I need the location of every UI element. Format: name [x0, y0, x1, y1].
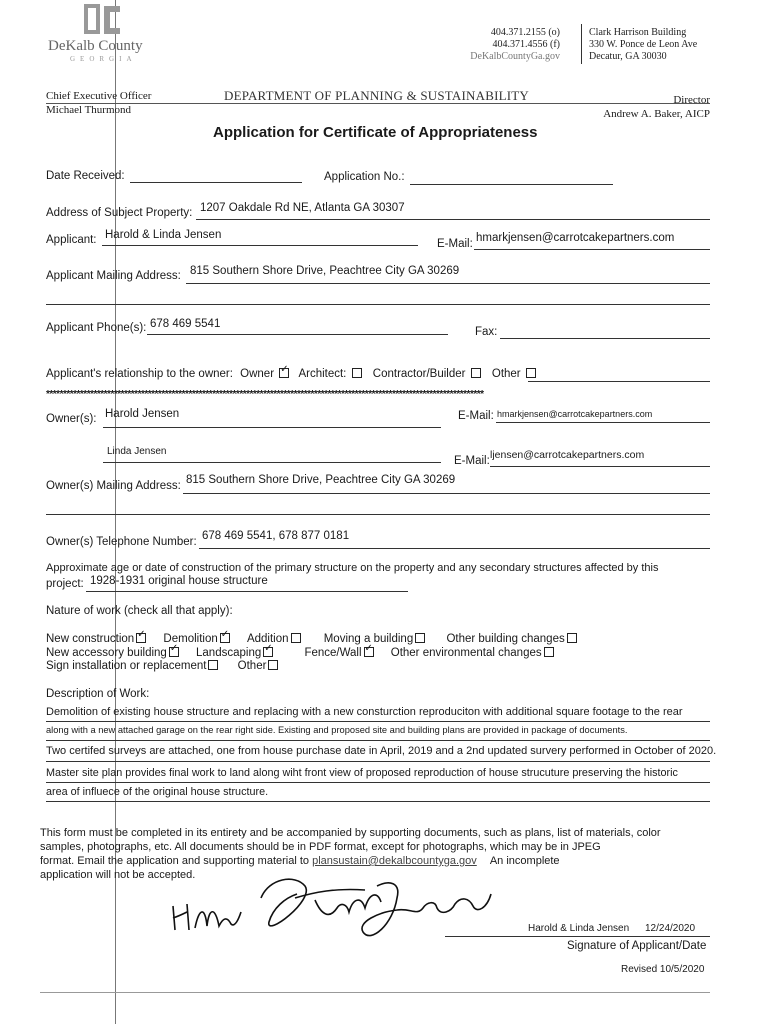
address-label: Address of Subject Property: [46, 207, 193, 219]
owner-mailing-label: Owner(s) Mailing Address: [46, 480, 181, 492]
owner-mailing-value: 815 Southern Shore Drive, Peachtree City GA 30269 [186, 474, 456, 486]
description-rule-4 [46, 782, 710, 783]
phone-fax: 404.371.4556 (f) [492, 39, 560, 50]
ceo-title: Chief Executive Officer [46, 90, 152, 102]
notice-line-3 [40, 854, 720, 868]
owner2-field[interactable] [103, 462, 441, 463]
applicant-field[interactable] [102, 245, 418, 246]
owner1-email-field[interactable] [496, 422, 710, 423]
description-line-4: Master site plan provides final work to land along wiht front view of proposed reproduction of house strucuture preserving the historic [46, 767, 678, 779]
age-field[interactable] [86, 591, 408, 592]
description-line-2: along with a new attached garage on the rear right side. Existing and proposed site and building plans are provided in package of documents. [46, 725, 628, 735]
owner2-email-field[interactable] [490, 466, 710, 467]
applicant-email-label: E-Mail: [437, 238, 473, 250]
phone-value: 678 469 5541 [150, 318, 221, 330]
notice-line-4: application will not be accepted. [40, 869, 196, 881]
relationship-label: Applicant's relationship to the owner: [46, 368, 233, 380]
description-line-1: Demolition of existing house structure and replacing with a new consturction reproduciton with additional square footage to the rear [46, 706, 683, 718]
mailing-field[interactable] [186, 283, 710, 284]
sign-checkbox[interactable] [208, 660, 218, 670]
work-row-2 [46, 647, 554, 659]
signature-date: 12/24/2020 [645, 923, 696, 934]
work-other-checkbox[interactable] [268, 660, 278, 670]
owners-label: Owner(s): [46, 413, 97, 425]
owner1-field[interactable] [103, 427, 441, 428]
applicant-value: Harold & Linda Jensen [105, 229, 222, 241]
description-label: Description of Work: [46, 688, 150, 700]
age-answer: 1928-1931 original house structure [90, 575, 268, 587]
work-row-3 [46, 660, 278, 672]
owner-phone-label: Owner(s) Telephone Number: [46, 536, 197, 548]
new-accessory-label: New accessory building [46, 647, 167, 659]
form-title: Application for Certificate of Appropriateness [213, 124, 538, 141]
phone-field[interactable] [147, 334, 448, 335]
other-option: Other [491, 368, 521, 380]
other-env-checkbox[interactable] [544, 647, 554, 657]
owner-mailing-field-2[interactable] [46, 514, 710, 515]
owner-mailing-field[interactable] [183, 493, 710, 494]
notice-line-2: samples, photographs, etc. All documents should be in PDF format, except for photographs, which may be in JPEG [40, 841, 601, 853]
fence-label: Fence/Wall [304, 647, 362, 659]
applicant-email-value: hmarkjensen@carrotcakepartners.com [476, 232, 675, 244]
address-value: 1207 Oakdale Rd NE, Atlanta GA 30307 [200, 202, 405, 214]
sign-label: Sign installation or replacement [46, 660, 207, 672]
addition-checkbox[interactable] [291, 633, 301, 643]
description-line-5: area of influece of the original house structure. [46, 786, 269, 798]
mailing-value: 815 Southern Shore Drive, Peachtree City GA 30269 [190, 265, 460, 277]
other-building-checkbox[interactable] [567, 633, 577, 643]
other-env-label: Other environmental changes [390, 647, 542, 659]
age-project-label: project: [46, 578, 84, 590]
director-title: Director [673, 94, 710, 106]
signature-printed-name: Harold & Linda Jensen [528, 923, 630, 934]
architect-checkbox[interactable] [352, 368, 362, 378]
footer-rule [40, 992, 710, 993]
application-no-field[interactable] [410, 184, 613, 185]
description-rule-5 [46, 801, 710, 802]
notice-line-3b: An incomplete [489, 855, 560, 867]
county-name: DeKalb County [48, 38, 143, 54]
landscaping-label: Landscaping [196, 647, 262, 659]
phone-label: Applicant Phone(s): [46, 322, 147, 334]
owner1-name: Harold Jensen [105, 408, 180, 420]
city-address: Decatur, GA 30030 [589, 51, 667, 62]
other-checkbox[interactable] [526, 368, 536, 378]
landscaping-checkbox[interactable] [263, 647, 273, 657]
contractor-checkbox[interactable] [471, 368, 481, 378]
owner1-email: hmarkjensen@carrotcakepartners.com [497, 409, 653, 419]
description-rule-3 [46, 761, 710, 762]
other-building-label: Other building changes [446, 633, 565, 645]
owner-phone-value: 678 469 5541, 678 877 0181 [202, 530, 350, 542]
owner-phone-field[interactable] [199, 548, 710, 549]
signature-caption: Signature of Applicant/Date [567, 940, 707, 952]
signature-line[interactable] [445, 936, 710, 937]
department-name: DEPARTMENT OF PLANNING & SUSTAINABILITY [224, 88, 529, 103]
addition-label: Addition [246, 633, 289, 645]
moving-label: Moving a building [323, 633, 414, 645]
description-line-3: Two certifed surveys are attached, one from house purchase date in April, 2019 and a 2nd updated survery performed in October of 2020. [46, 745, 717, 757]
architect-option: Architect: [298, 368, 347, 380]
separator-stars: ********************************************************************************************************************************* [46, 389, 484, 400]
mailing-label: Applicant Mailing Address: [46, 270, 181, 282]
date-received-label: Date Received: [46, 170, 125, 182]
header-divider [581, 24, 582, 64]
state-name: GEORGIA [70, 55, 137, 63]
director-name: Andrew A. Baker, AICP [603, 108, 710, 120]
notice-line-3a: format. Email the application and supporting material to [40, 855, 310, 867]
moving-checkbox[interactable] [415, 633, 425, 643]
work-other-label: Other [237, 660, 267, 672]
relationship-row [46, 368, 536, 380]
new-accessory-checkbox[interactable] [169, 647, 179, 657]
owner-option: Owner [240, 368, 275, 380]
work-row-1 [46, 633, 577, 645]
owner2-email: ljensen@carrotcakepartners.com [490, 449, 645, 461]
county-logo [48, 4, 158, 64]
owner2-email-label: E-Mail: [454, 455, 490, 467]
mailing-field-2[interactable] [46, 304, 710, 305]
application-no-label: Application No.: [324, 171, 405, 183]
contractor-option: Contractor/Builder [372, 368, 466, 380]
revised-date: Revised 10/5/2020 [621, 964, 705, 975]
demolition-checkbox[interactable] [220, 633, 230, 643]
relationship-other-field[interactable] [528, 381, 710, 382]
fence-checkbox[interactable] [364, 647, 374, 657]
website: DeKalbCountyGa.gov [470, 51, 560, 62]
notice-email-link[interactable]: plansustain@dekalbcountyga.gov [312, 855, 477, 867]
fax-field[interactable] [500, 338, 710, 339]
address-field[interactable] [196, 219, 710, 220]
owner2-name: Linda Jensen [107, 446, 167, 457]
new-construction-label: New construction [46, 633, 135, 645]
demolition-label: Demolition [163, 633, 218, 645]
logo-mark [82, 4, 122, 36]
notice-line-1: This form must be completed in its entirety and be accompanied by supporting documents, such as plans, list of materials, color [40, 827, 661, 839]
description-rule-2 [46, 740, 710, 741]
owner-checkbox[interactable] [279, 368, 289, 378]
fax-label: Fax: [475, 326, 498, 338]
date-received-field[interactable] [130, 182, 302, 183]
ceo-name: Michael Thurmond [46, 104, 132, 116]
age-question: Approximate age or date of construction of the primary structure on the property and any secondary structures affected by this [46, 562, 659, 574]
phone-office: 404.371.2155 (o) [490, 27, 560, 38]
new-construction-checkbox[interactable] [136, 633, 146, 643]
owner1-email-label: E-Mail: [458, 410, 494, 422]
work-label: Nature of work (check all that apply): [46, 605, 233, 617]
description-rule-1 [46, 721, 710, 722]
applicant-email-field[interactable] [474, 249, 710, 250]
street-address: 330 W. Ponce de Leon Ave [589, 39, 698, 50]
applicant-label: Applicant: [46, 234, 97, 246]
building-name: Clark Harrison Building [589, 27, 687, 38]
